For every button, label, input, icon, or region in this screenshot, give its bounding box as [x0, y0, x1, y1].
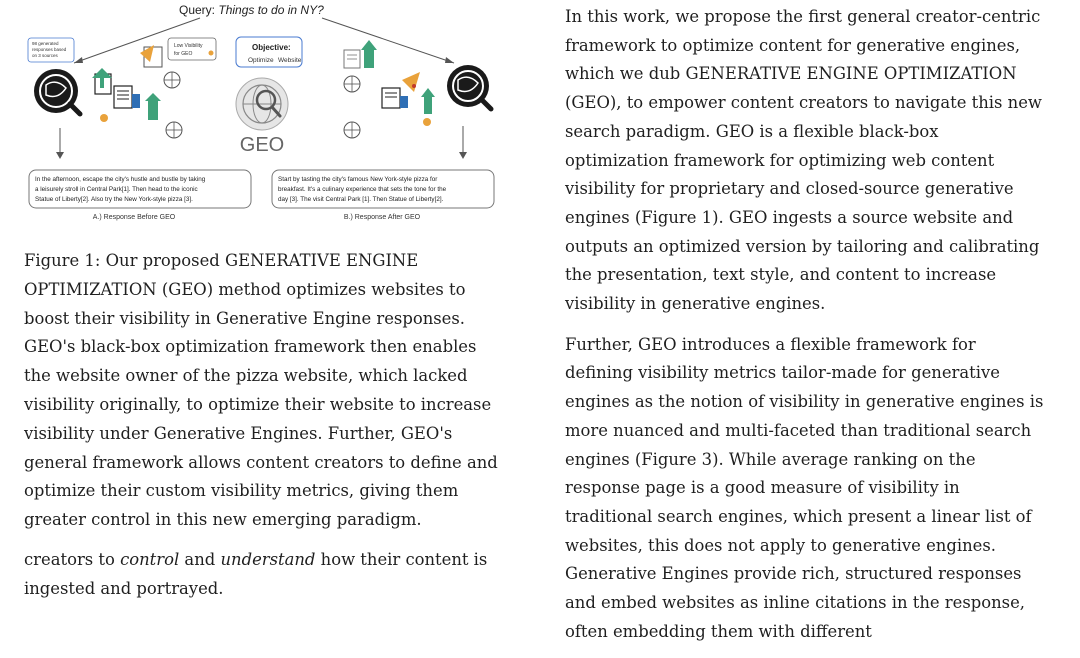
figure-1-diagram: [22, 0, 502, 228]
website-icons-right: [344, 40, 435, 138]
svg-text:Objective:: Objective:: [252, 43, 291, 52]
svg-text:Statue of Liberty[2]. Also try: Statue of Liberty[2]. Also try the New York-style pizza [3].: [35, 196, 193, 203]
svg-text:98 generated: 98 generated: [32, 41, 59, 46]
search-engine-icon-right: [447, 65, 491, 109]
response-before-box: [29, 170, 251, 208]
svg-text:a leisurely stroll in Central: a leisurely stroll in Central Park[1]. Then head to the iconic: [35, 186, 198, 193]
caption-before: A.) Response Before GEO: [92, 214, 176, 221]
response-after-box: [272, 170, 494, 208]
arrow-right: [322, 18, 454, 63]
svg-text:for GEO: for GEO: [174, 51, 193, 57]
right-paragraph-2: Further, GEO introduces a flexible framework for defining visibility metrics tailor-made for generative engines as the notion of visibility in generative engines is more nuanced and multi-faceted than traditional search engines (Figure 3). While average ranking on the response page is a good measure of visibility in traditional search engines, which present a linear list of websites, this does not apply to generative engines. Generative Engines provide rich, structured responses and embed websites as inline citations in the response, often embedding them with different: [565, 334, 1044, 641]
left-column-paragraph: creators to control and understand how their content is ingested and portrayed.: [24, 550, 488, 598]
caption-after: B.) Response After GEO: [343, 214, 421, 221]
search-engine-icon-left: [34, 69, 80, 114]
right-column: [565, 3, 1045, 658]
svg-text:Low Visibility: Low Visibility: [174, 43, 203, 49]
svg-text:In the afternoon, escape the c: In the afternoon, escape the city's hustle and bustle by taking: [35, 176, 206, 183]
figure-caption: Figure 1: Our proposed GENERATIVE ENGINE OPTIMIZATION (GEO) method optimizes websites to boost their visibility in Generative Engine responses. GEO's black-box optimization framework then enables the website owner of the pizza website, which lacked visibility originally, to optimize their website to increase visibility under Generative Engines. Further, GEO's general framework allows content creators to define and optimize their custom visibility metrics, giving them greater control in this new emerging paradigm.: [24, 251, 498, 530]
sources-note: [28, 38, 74, 62]
svg-text:responses based: responses based: [32, 47, 67, 52]
figure-1: [22, 0, 502, 228]
svg-text:on 3 sources: on 3 sources: [32, 53, 58, 58]
svg-text:Start by tasting the city's fa: Start by tasting the city's famous New York-style pizza for: [278, 176, 438, 183]
right-paragraph-1: In this work, we propose the first general creator-centric framework to optimize content for generative engines, which we dub GENERATIVE ENGINE OPTIMIZATION (GEO), to empower content creators to navigate this new search paradigm. GEO is a flexible black-box optimization framework for optimizing web content visibility for proprietary and closed-source generative engines (Figure 1). GEO ingests a source website and outputs an optimized version by tailoring and calibrating the presentation, text style, and content to increase visibility in generative engines.: [565, 7, 1042, 314]
geo-globe-icon: [236, 78, 288, 130]
svg-text:breakfast. It's a culinary exp: breakfast. It's a culinary experience that sets the tone for the: [278, 186, 447, 193]
svg-text:day [3]. The visit Central Par: day [3]. The visit Central Park [1]. Then Statue of Liberty[2].: [278, 196, 444, 203]
svg-text:Website: Website: [278, 57, 302, 64]
low-visibility-note: [168, 38, 216, 60]
objective-box: [236, 37, 302, 67]
query-text: Query: Things to do in NY?: [179, 3, 324, 17]
geo-label: GEO: [239, 134, 285, 156]
svg-text:Optimize: Optimize: [248, 57, 274, 64]
